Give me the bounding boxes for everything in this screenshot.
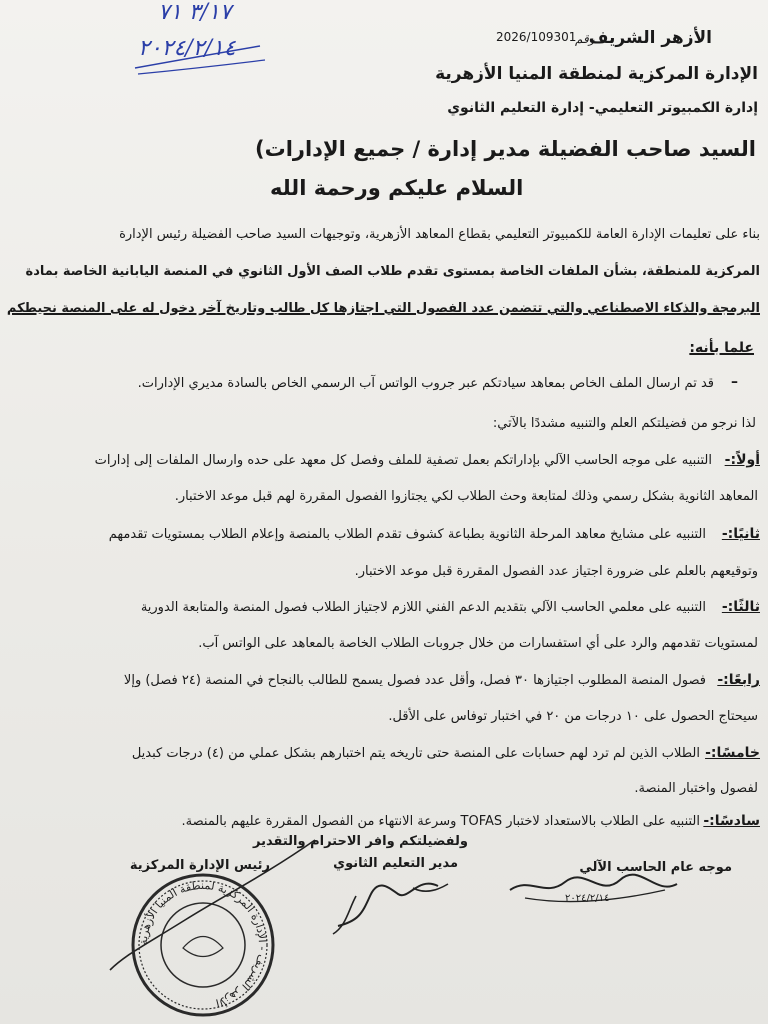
department-name: إدارة الكمبيوتر التعليمي- إدارة التعليم الثانوي [447, 100, 758, 116]
item-3-label: ثالثًا:- [721, 599, 760, 615]
stamp-text: الأزهر الشريف - الإدارة المركزية لمنطقة المنيا الأزهرية [136, 878, 270, 1010]
handwritten-note-line2: ٢٠٢٤/٢/١٤ [138, 36, 236, 61]
bullet-dash-icon: – [731, 374, 738, 390]
intro-line-4: علما بأنه: [689, 340, 754, 356]
item-6-label: سادسًا:- [703, 813, 760, 829]
item-4-line-2: سيحتاج الحصول على ١٠ درجات من ٢٠ في اختبار توفاس على الأقل. [388, 709, 758, 724]
item-3-line-1: التنبيه على معلمي الحاسب الآلي بتقديم الدعم الفني اللازم لاجتياز الطلاب فصول المنصة والمتابعة الدورية [140, 600, 706, 615]
request-line: لذا نرجو من فضيلتكم العلم والتنبيه مشددًا بالآتي: [492, 416, 756, 431]
signature-title-head: رئيس الإدارة المركزية [129, 858, 270, 873]
item-2-line-2: وتوقيعهم بالعلم على ضرورة اجتياز عدد الفصول المقررة قبل موعد الاختبار. [354, 564, 758, 579]
director-signature-icon [318, 866, 468, 941]
supervisor-signature-date: ٢٠٢٤/٢/١٤ [565, 893, 610, 904]
item-1-line-2: المعاهد الثانوية بشكل رسمي وذلك لمتابعة وحث الطلاب لكي يجتازوا الفصول المقررة لهم قبل موعد الاختبار. [174, 489, 758, 504]
item-6-line-1: التنبيه على الطلاب بالاستعداد لاختبار TOFAS وسرعة الانتهاء من الفصول المقررة عليهم بالمنصة. [181, 814, 700, 829]
item-4-label: رابعًا:- [717, 672, 760, 688]
signature-title-supervisor: موجه عام الحاسب الآلي [579, 860, 732, 875]
handwritten-scribble-icon [130, 38, 270, 78]
greeting: السلام عليكم ورحمة الله [270, 176, 524, 200]
intro-line-2: المركزية للمنطقة، بشأن الملفات الخاصة بمستوى تقدم طلاب الصف الأول الثانوي في المنصة اليابانية الخاصة بمادة [25, 264, 760, 279]
central-administration: الإدارة المركزية لمنطقة المنيا الأزهرية [435, 64, 758, 84]
item-5-line-1: الطلاب الذين لم ترد لهم حسابات على المنصة حتى تاريخه يتم اختبارهم بشكل عملي من (٤) درجات كبديل [131, 746, 700, 761]
closing-line: ولفضيلتكم وافر الاحترام والتقدير [253, 834, 468, 849]
intro-line-3: البرمجة والذكاء الاصطناعي والتي تتضمن عدد الفصول التي اجتازها كل طالب وتاريخ آخر دخول له على المنصة نحيطكم [6, 301, 760, 316]
item-2-label: ثانيًا:- [721, 526, 760, 542]
reference-number-label: رقم [575, 32, 595, 46]
item-4-line-1: فصول المنصة المطلوب اجتيازها ٣٠ فصل، وأقل عدد فصول يسمح للطالب بالنجاح في المنصة (٢٤ فصل) وإلا [123, 673, 706, 688]
intro-line-1: بناء على تعليمات الإدارة العامة للكمبيوتر التعليمي بقطاع المعاهد الأزهرية، وتوجيهات السيد صاحب الفضيلة رئيس الإدارة [119, 227, 760, 242]
handwritten-note-line1: ٣/١٧ ٧١ [158, 0, 232, 25]
item-1-line-1: التنبيه على موجه الحاسب الآلي بإداراتكم بعمل تصفية للملف وفصل كل معهد على حده وارسال الملفات إلى إدارات [94, 453, 712, 468]
institution-name: الأزهر الشريف [588, 28, 712, 48]
item-2-line-1: التنبيه على مشايخ معاهد المرحلة الثانوية بطباعة كشوف تقدم الطلاب بالمنصة وإعلام الطلاب بمستويات تقدمهم [108, 527, 706, 542]
item-3-line-2: لمستويات تقدمهم والرد على أي استفسارات من خلال جروبات الطلاب الخاصة بالمعاهد على الواتس آب. [198, 636, 758, 651]
item-1-label: أولاً:- [724, 452, 760, 468]
item-5-line-2: لفصول واختبار المنصة. [634, 781, 758, 796]
official-stamp-icon [128, 870, 278, 1020]
item-5-label: خامسًا:- [705, 745, 760, 761]
svg-text:الأزهر الشريف - الإدارة المركز [137, 879, 269, 1010]
reference-number: 2026/109301 [496, 30, 577, 44]
bullet-text: قد تم ارسال الملف الخاص بمعاهد سيادتكم عبر جروب الواتس آب الرسمي الخاص بالسادة مديري الإدارات. [137, 376, 714, 391]
signature-title-director: مدير التعليم الثانوي [333, 856, 458, 871]
addressee: السيد صاحب الفضيلة مدير إدارة / جميع الإدارات) [255, 137, 756, 161]
